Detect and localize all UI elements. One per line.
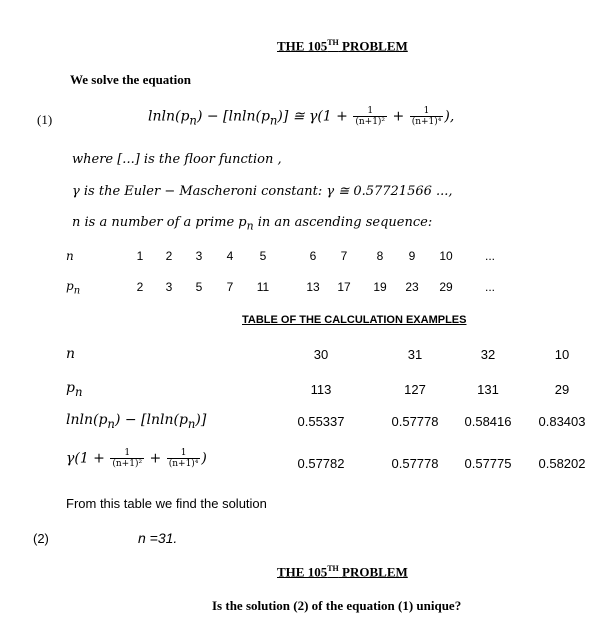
- seq-p-cell: 7: [226, 280, 234, 294]
- calc-cell: 0.58202: [538, 456, 586, 471]
- seq-p-cell: 11: [256, 280, 270, 294]
- equation-1-label: (1): [37, 112, 53, 127]
- equation-2: n =31.: [138, 530, 178, 546]
- seq-n-cell: 8: [376, 249, 384, 263]
- calc-cell: 113: [310, 382, 332, 397]
- seq-p-cell: ...: [484, 280, 495, 294]
- seq-n-cell: 2: [165, 249, 173, 263]
- question-text: Is the solution (2) of the equation (1) unique?: [212, 598, 462, 613]
- equation-1: $lnln(p_n) - [lnln(p_n)]$ ≅ γ(1 + $\frac{1}{\text{(n+1)²}}$ + $\frac{1}{\text{(n+1)⁴}}$ ),: [148, 106, 455, 128]
- floor-definition: where [...] is the floor function ,: [72, 152, 282, 167]
- seq-p-cell: 2: [136, 280, 144, 294]
- calc-cell: 0.57782: [297, 456, 345, 471]
- euler-definition: γ is the Euler − Mascheroni constant: γ ≅ 0.57721566 ...,: [72, 184, 453, 199]
- seq-n-cell: 4: [226, 249, 234, 263]
- seq-p-cell: 13: [306, 280, 320, 294]
- calc-row-n-label: n: [66, 346, 76, 362]
- calc-cell: 0.55337: [297, 414, 345, 429]
- seq-n-cell: 10: [439, 249, 453, 263]
- seq-p-cell: 29: [439, 280, 453, 294]
- seq-n-cell: 6: [309, 249, 317, 263]
- seq-n-cell: 1: [136, 249, 144, 263]
- seq-p-cell: 17: [337, 280, 351, 294]
- calc-cell: 0.58416: [464, 414, 512, 429]
- calc-cell: 0.57775: [464, 456, 512, 471]
- calc-cell: 0.57778: [391, 456, 439, 471]
- calc-cell: 30: [313, 347, 329, 362]
- calc-row-rhs-label: γ(1 + $\frac{1}{\text{(n+1)²}}$ + $\frac{1}{\text{(n+1)⁴}}$ ): [66, 448, 207, 469]
- seq-n-cell: 9: [408, 249, 416, 263]
- seq-n-cell: ...: [484, 249, 495, 263]
- equation-2-label: (2): [33, 531, 49, 546]
- seq-n-cell: 5: [259, 249, 267, 263]
- prime-definition: n is a number of a prime $p_n$ in an ascending sequence:: [72, 215, 433, 233]
- intro-text: We solve the equation: [70, 72, 191, 87]
- seq-n-cell: 7: [340, 249, 348, 263]
- seq-p-cell: 19: [373, 280, 387, 294]
- calc-table-caption: TABLE OF THE CALCULATION EXAMPLES: [242, 314, 467, 326]
- seq-p-label: $p_n$: [66, 279, 81, 297]
- calc-cell: 31: [407, 347, 423, 362]
- calc-cell: 10: [554, 347, 570, 362]
- page-title: THE 105TH PROBLEM: [277, 38, 408, 54]
- calc-cell: 29: [554, 382, 570, 397]
- calc-cell: 32: [480, 347, 496, 362]
- calc-cell: 0.83403: [538, 414, 586, 429]
- section-title: THE 105TH PROBLEM: [277, 564, 408, 580]
- calc-row-lhs-label: $lnln(p_n) - [lnln(p_n)]$: [66, 412, 207, 431]
- calc-cell: 127: [404, 382, 426, 397]
- seq-p-cell: 23: [405, 280, 419, 294]
- seq-p-cell: 3: [165, 280, 173, 294]
- calc-row-p-label: $p_n$: [66, 380, 83, 399]
- seq-n-label: n: [66, 249, 74, 263]
- calc-cell: 131: [477, 382, 499, 397]
- seq-p-cell: 5: [195, 280, 203, 294]
- seq-n-cell: 3: [195, 249, 203, 263]
- solution-text: From this table we find the solution: [66, 496, 267, 511]
- calc-cell: 0.57778: [391, 414, 439, 429]
